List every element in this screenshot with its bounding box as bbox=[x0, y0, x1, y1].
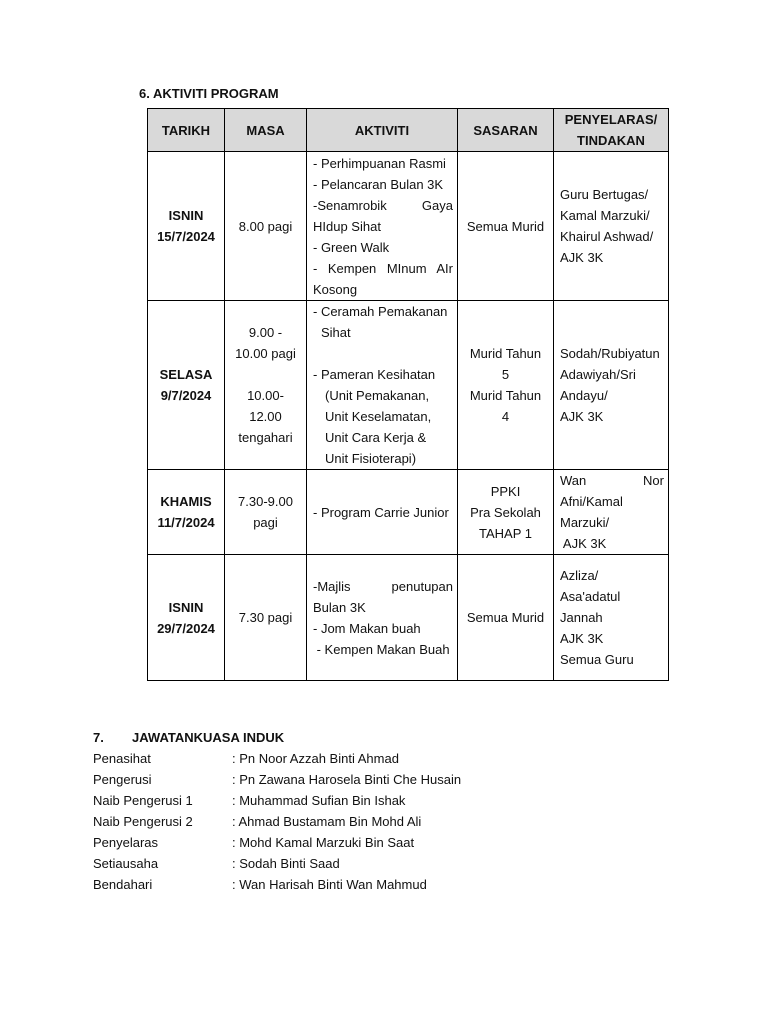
committee-role: Naib Pengerusi 1 bbox=[93, 793, 193, 808]
cell-tindakan bbox=[554, 301, 669, 470]
cell-text: 7.30-9.00 bbox=[238, 494, 293, 509]
cell-text: 15/7/2024 bbox=[157, 229, 215, 244]
header-tindakan: PENYELARAS/ TINDAKAN bbox=[554, 109, 669, 152]
cell-tarikh bbox=[148, 152, 225, 301]
committee-role: Pengerusi bbox=[93, 772, 152, 787]
cell-text: Bulan 3K bbox=[313, 599, 366, 615]
header-masa: MASA bbox=[225, 109, 307, 152]
table-header-row bbox=[148, 109, 669, 152]
cell-text: Kamal Marzuki/ bbox=[560, 208, 650, 223]
cell-tarikh bbox=[148, 470, 225, 555]
cell-spacer bbox=[313, 343, 453, 364]
section-title-text: JAWATANKUASA INDUK bbox=[132, 730, 285, 745]
cell-text: 9.00 - bbox=[248, 325, 283, 340]
cell-masa bbox=[225, 152, 307, 301]
cell-spacer bbox=[229, 364, 302, 385]
cell-text: Andayu/ bbox=[560, 388, 608, 403]
cell-masa bbox=[225, 555, 307, 681]
cell-masa bbox=[225, 470, 307, 555]
cell-text: Semua Guru bbox=[560, 652, 634, 667]
cell-text: Wan Nor bbox=[560, 473, 664, 488]
cell-masa bbox=[225, 301, 307, 470]
cell-text: Afni/Kamal bbox=[560, 494, 623, 509]
cell-text: Azliza/ bbox=[560, 568, 599, 583]
cell-sasaran bbox=[458, 555, 554, 681]
cell-text: (Unit Pemakanan, bbox=[325, 388, 430, 403]
cell-text: 12.00 bbox=[249, 409, 282, 424]
cell-text: ISNIN bbox=[168, 208, 204, 223]
cell-aktiviti bbox=[307, 301, 458, 470]
cell-tindakan bbox=[554, 555, 669, 681]
cell-text: SELASA bbox=[159, 367, 213, 382]
committee-row bbox=[93, 853, 693, 874]
cell-text: AJK 3K bbox=[560, 631, 604, 646]
cell-text: AJK 3K bbox=[560, 536, 607, 551]
cell-text: Asa'adatul bbox=[560, 589, 621, 604]
cell-aktiviti bbox=[307, 555, 458, 681]
cell-text: - Kempen Makan Buah bbox=[313, 641, 450, 657]
cell-text: HIdup Sihat bbox=[313, 218, 381, 234]
cell-text: Unit Cara Kerja & bbox=[325, 430, 427, 445]
cell-text: Semua Murid bbox=[466, 610, 545, 625]
cell-tarikh bbox=[148, 301, 225, 470]
cell-sasaran bbox=[458, 152, 554, 301]
cell-text: ISNIN bbox=[168, 599, 204, 615]
committee-role: Naib Pengerusi 2 bbox=[93, 814, 193, 829]
cell-tindakan bbox=[554, 152, 669, 301]
committee-role: Setiausaha bbox=[93, 856, 159, 871]
cell-text: Khairul Ashwad/ bbox=[560, 229, 654, 244]
cell-text: tengahari bbox=[238, 430, 293, 445]
committee-role: Penasihat bbox=[93, 751, 151, 766]
cell-sasaran bbox=[458, 470, 554, 555]
cell-text: AJK 3K bbox=[560, 409, 604, 424]
cell-text: 9/7/2024 bbox=[160, 388, 212, 403]
cell-text: Sodah/Rubiyatun bbox=[560, 346, 660, 361]
cell-text: 5 bbox=[501, 367, 510, 382]
cell-text: Pra Sekolah bbox=[470, 504, 541, 520]
committee-name: : Pn Noor Azzah Binti Ahmad bbox=[232, 751, 399, 766]
cell-text: Murid Tahun bbox=[469, 388, 542, 403]
cell-text: - Program Carrie Junior bbox=[313, 504, 449, 520]
cell-aktiviti bbox=[307, 152, 458, 301]
committee-row bbox=[93, 790, 693, 811]
cell-tarikh bbox=[148, 555, 225, 681]
table-row bbox=[148, 470, 669, 555]
committee-name: : Mohd Kamal Marzuki Bin Saat bbox=[232, 835, 415, 850]
cell-text: TAHAP 1 bbox=[479, 525, 532, 541]
cell-text: 10.00 pagi bbox=[235, 346, 296, 361]
cell-text: - Jom Makan buah bbox=[313, 620, 421, 636]
section-number: 7. bbox=[93, 730, 104, 745]
committee-name: : Sodah Binti Saad bbox=[232, 856, 340, 871]
cell-text: Unit Keselamatan, bbox=[325, 409, 432, 424]
cell-text: - Perhimpuanan Rasmi bbox=[313, 155, 446, 171]
section-7-title bbox=[93, 727, 693, 748]
cell-text: KHAMIS bbox=[160, 494, 212, 509]
cell-text: Kosong bbox=[313, 281, 358, 297]
cell-text: 11/7/2024 bbox=[157, 515, 215, 530]
committee-row bbox=[93, 769, 693, 790]
cell-text: PPKI bbox=[490, 483, 521, 499]
cell-text: Jannah bbox=[560, 610, 603, 625]
table-row bbox=[148, 152, 669, 301]
cell-text: AJK 3K bbox=[560, 250, 604, 265]
cell-sasaran bbox=[458, 301, 554, 470]
committee-role: Penyelaras bbox=[93, 835, 159, 850]
cell-aktiviti bbox=[307, 470, 458, 555]
committee-name: : Wan Harisah Binti Wan Mahmud bbox=[232, 877, 427, 892]
committee-row bbox=[93, 748, 693, 769]
committee-row bbox=[93, 874, 693, 895]
cell-text: - Pameran Kesihatan bbox=[313, 367, 436, 382]
cell-text: Guru Bertugas/ bbox=[560, 187, 649, 202]
cell-text: 10.00- bbox=[247, 388, 284, 403]
header-tarikh: TARIKH bbox=[148, 109, 225, 152]
committee-role: Bendahari bbox=[93, 877, 153, 892]
cell-text: 29/7/2024 bbox=[157, 620, 215, 636]
cell-text: Adawiyah/Sri bbox=[560, 367, 636, 382]
committee-name: : Pn Zawana Harosela Binti Che Husain bbox=[232, 772, 462, 787]
cell-text: -Senamrobik Gaya bbox=[313, 197, 453, 213]
committee-name: : Ahmad Bustamam Bin Mohd Ali bbox=[232, 814, 422, 829]
cell-text: - Kempen MInum AIr bbox=[313, 260, 453, 276]
cell-text: Murid Tahun bbox=[469, 346, 542, 361]
cell-text: - Pelancaran Bulan 3K bbox=[313, 176, 444, 192]
header-sasaran: SASARAN bbox=[458, 109, 554, 152]
committee-row bbox=[93, 811, 693, 832]
cell-text: 8.00 pagi bbox=[238, 218, 293, 234]
cell-text: Sihat bbox=[321, 325, 351, 340]
activity-program-table bbox=[147, 108, 669, 681]
cell-text: pagi bbox=[253, 515, 278, 530]
table-row bbox=[148, 301, 669, 470]
cell-text: - Green Walk bbox=[313, 239, 390, 255]
section-6-title: 6. AKTIVITI PROGRAM bbox=[139, 86, 279, 101]
cell-text: Semua Murid bbox=[466, 218, 545, 234]
cell-text: Marzuki/ bbox=[560, 515, 610, 530]
cell-text: -Majlis penutupan bbox=[313, 578, 453, 594]
table-row bbox=[148, 555, 669, 681]
header-aktiviti: AKTIVITI bbox=[307, 109, 458, 152]
cell-text: Unit Fisioterapi) bbox=[325, 451, 417, 466]
committee-section bbox=[93, 727, 693, 895]
cell-text: - Ceramah Pemakanan bbox=[313, 304, 448, 319]
committee-row bbox=[93, 832, 693, 853]
cell-tindakan bbox=[554, 470, 669, 555]
cell-text: 4 bbox=[501, 409, 510, 424]
cell-text: 7.30 pagi bbox=[238, 610, 293, 625]
committee-name: : Muhammad Sufian Bin Ishak bbox=[232, 793, 406, 808]
